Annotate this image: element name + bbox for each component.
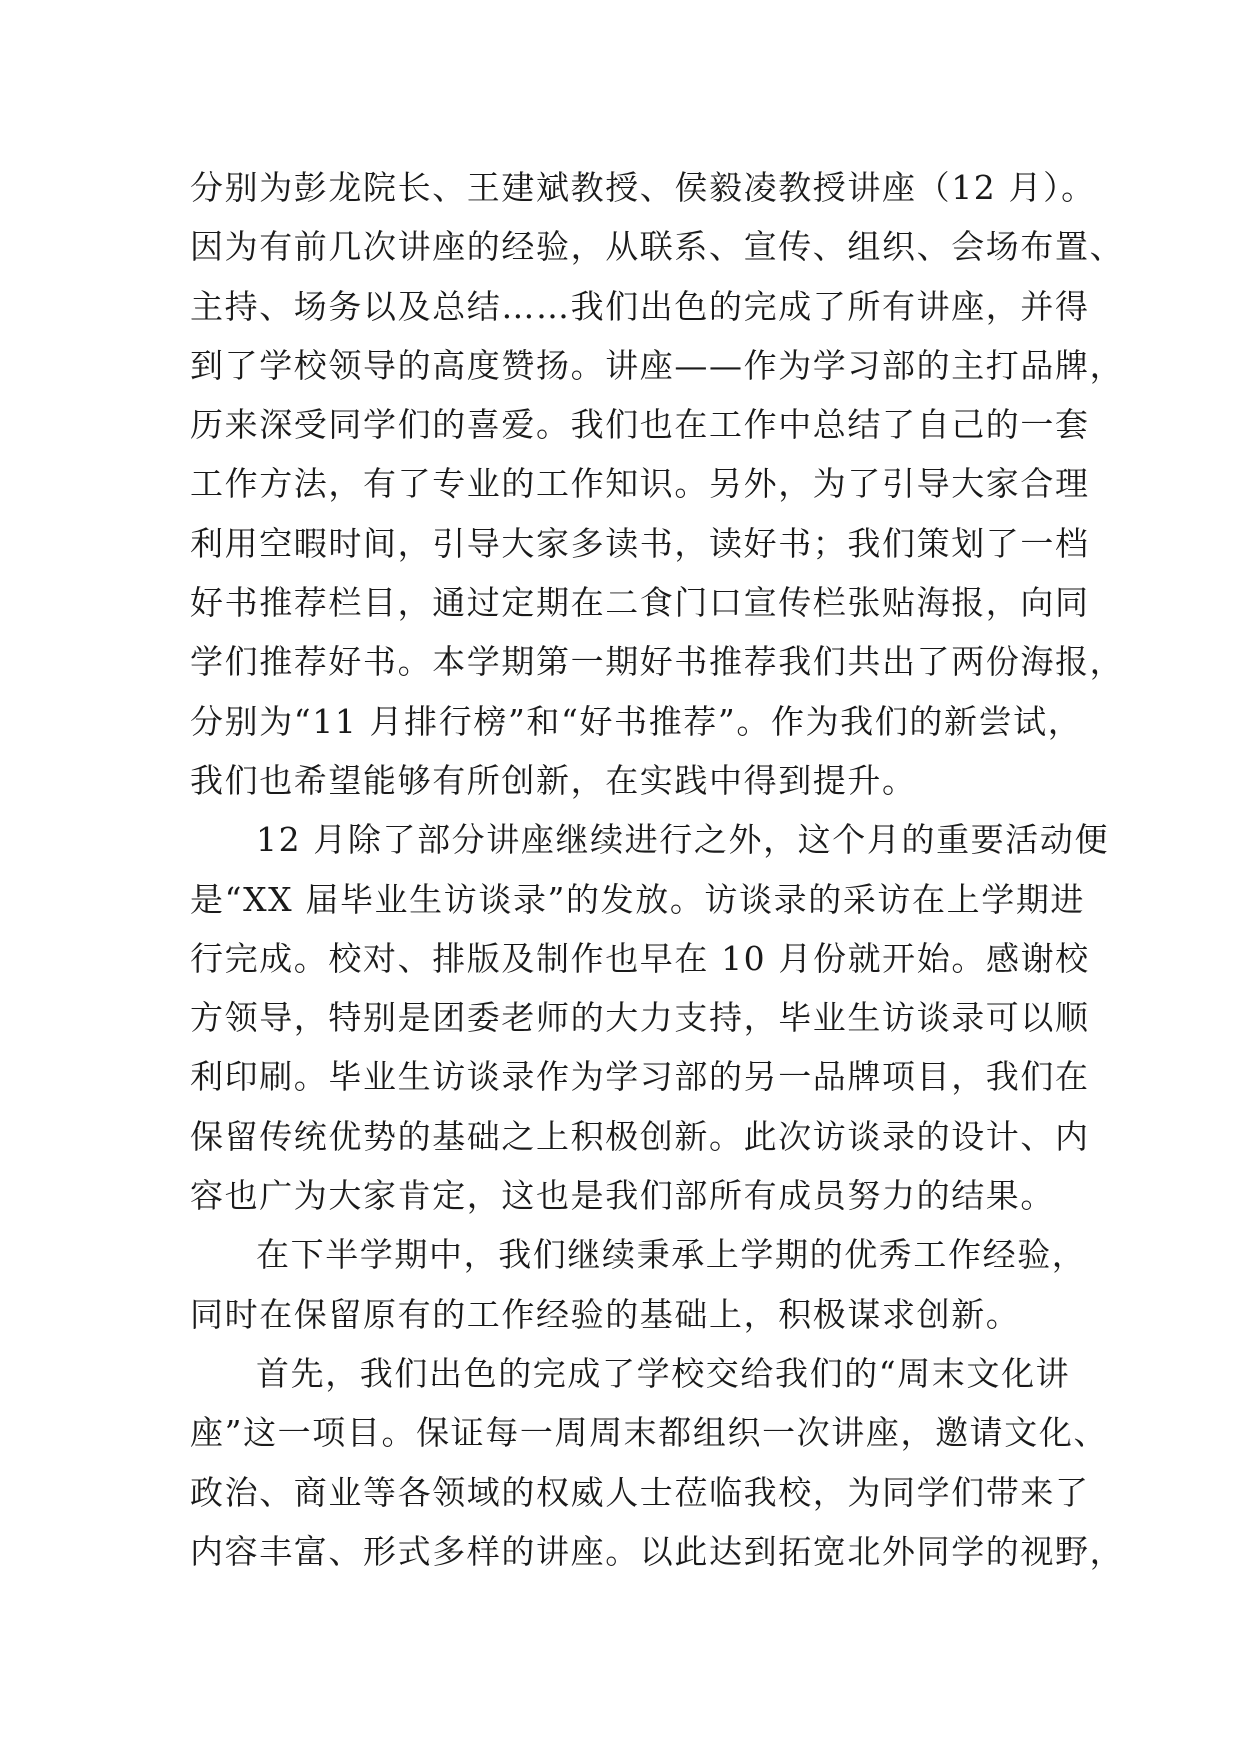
text-line: 历来深受同学们的喜爱。我们也在工作中总结了自己的一套 xyxy=(190,405,1090,445)
text-line: 首先，我们出色的完成了学校交给我们的“周末文化讲 xyxy=(256,1353,1071,1393)
text-line: 在下半学期中，我们继续秉承上学期的优秀工作经验， xyxy=(256,1235,1087,1275)
text-line: 是“XX 届毕业生访谈录”的发放。访谈录的采访在上学期进 xyxy=(190,879,1086,919)
text-line: 主持、场务以及总结……我们出色的完成了所有讲座，并得 xyxy=(190,286,1090,326)
text-line: 方领导，特别是团委老师的大力支持，毕业生访谈录可以顺 xyxy=(190,998,1090,1038)
text-line: 政治、商业等各领域的权威人士莅临我校，为同学们带来了 xyxy=(190,1472,1090,1512)
text-line: 利印刷。毕业生访谈录作为学习部的另一品牌项目，我们在 xyxy=(190,1057,1090,1097)
text-line: 分别为“11 月排行榜”和“好书推荐”。作为我们的新尝试， xyxy=(190,701,1083,741)
text-line: 保留传统优势的基础之上积极创新。此次访谈录的设计、内 xyxy=(190,1116,1090,1156)
text-line: 内容丰富、形式多样的讲座。以此达到拓宽北外同学的视野， xyxy=(190,1531,1125,1571)
text-line: 同时在保留原有的工作经验的基础上，积极谋求创新。 xyxy=(190,1294,1021,1334)
text-line: 座”这一项目。保证每一周周末都组织一次讲座，邀请文化、 xyxy=(190,1413,1109,1453)
text-line: 好书推荐栏目，通过定期在二食门口宣传栏张贴海报，向同 xyxy=(190,583,1090,623)
text-line: 我们也希望能够有所创新，在实践中得到提升。 xyxy=(190,760,917,800)
text-line: 学们推荐好书。本学期第一期好书推荐我们共出了两份海报， xyxy=(190,642,1125,682)
text-line: 利用空暇时间，引导大家多读书，读好书；我们策划了一档 xyxy=(190,523,1090,563)
body-text xyxy=(190,158,1125,1581)
text-line: 12 月除了部分讲座继续进行之外，这个月的重要活动便 xyxy=(256,820,1110,860)
text-line: 行完成。校对、排版及制作也早在 10 月份就开始。感谢校 xyxy=(190,938,1090,978)
text-line: 到了学校领导的高度赞扬。讲座——作为学习部的主打品牌， xyxy=(190,345,1125,385)
text-line: 容也广为大家肯定，这也是我们部所有成员努力的结果。 xyxy=(190,1176,1055,1216)
text-line: 分别为彭龙院长、王建斌教授、侯毅凌教授讲座（12 月）。 xyxy=(190,168,1096,207)
text-line: 工作方法，有了专业的工作知识。另外，为了引导大家合理 xyxy=(190,464,1090,504)
text-line: 因为有前几次讲座的经验，从联系、宣传、组织、会场布置、 xyxy=(190,227,1125,267)
